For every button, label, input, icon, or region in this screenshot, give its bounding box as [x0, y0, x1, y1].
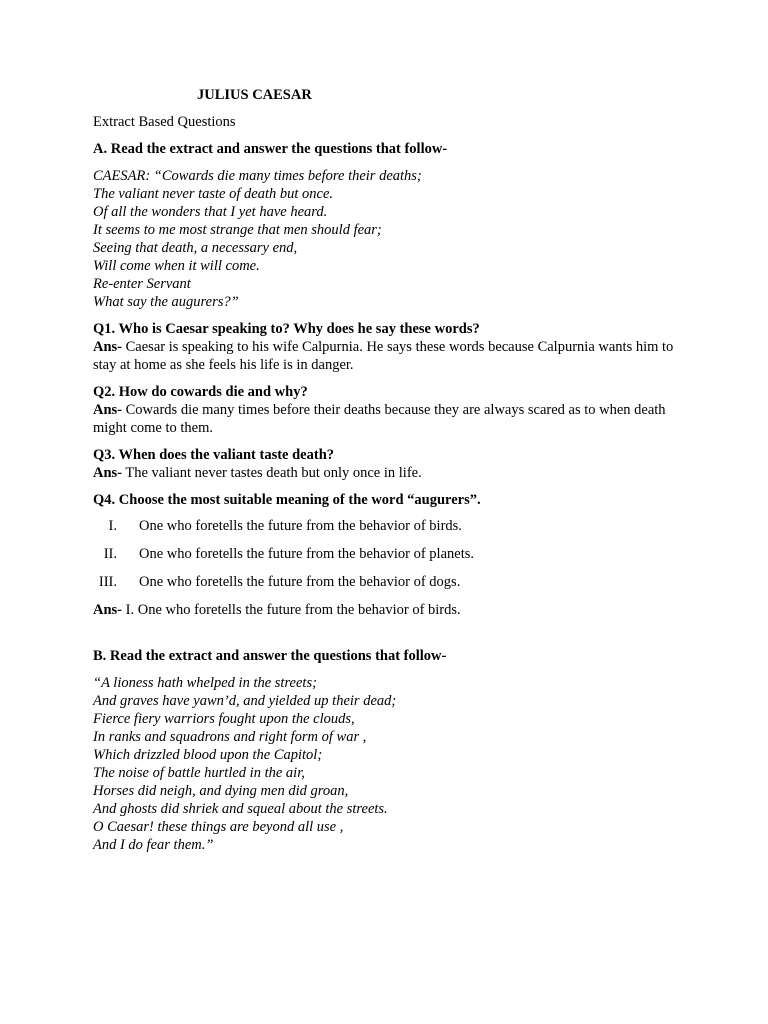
q4-answer	[93, 601, 683, 619]
section-b-extract	[93, 674, 683, 854]
extract-line: And graves have yawn’d, and yielded up their dead;	[93, 693, 397, 709]
answer-label: Ans-	[93, 402, 123, 418]
extract-line: In ranks and squadrons and right form of war ,	[93, 729, 367, 745]
q4-options-list	[93, 517, 683, 591]
section-b-heading: B. Read the extract and answer the questions that follow-	[93, 648, 447, 664]
document-subtitle: Extract Based Questions	[93, 114, 236, 130]
extract-line: Re-enter Servant	[93, 276, 191, 292]
question-block-q3	[93, 446, 683, 482]
option-text: One who foretells the future from the behavior of dogs.	[139, 574, 461, 590]
extract-line: Seeing that death, a necessary end,	[93, 240, 298, 256]
answer-text: The valiant never tastes death but only once in life.	[122, 465, 422, 481]
document-title: JULIUS CAESAR	[197, 87, 312, 103]
extract-line: And I do fear them.”	[93, 837, 214, 853]
question-text: Q2. How do cowards die and why?	[93, 384, 308, 400]
document-page	[93, 86, 683, 863]
extract-line: It seems to me most strange that men should fear;	[93, 222, 382, 238]
option-text: One who foretells the future from the behavior of birds.	[139, 518, 462, 534]
extract-line: What say the augurers?”	[93, 294, 239, 310]
list-item	[93, 545, 683, 563]
option-number: II.	[103, 546, 117, 562]
extract-line: And ghosts did shriek and squeal about the streets.	[93, 801, 388, 817]
extract-line: Of all the wonders that I yet have heard.	[93, 204, 328, 220]
answer-label: Ans-	[93, 465, 123, 481]
question-text: Q1. Who is Caesar speaking to? Why does he say these words?	[93, 321, 480, 337]
extract-line: Will come when it will come.	[93, 258, 260, 274]
answer-text: Cowards die many times before their deaths because they are always scared as to when death might come to them.	[93, 402, 666, 436]
question-text: Q4. Choose the most suitable meaning of the word “augurers”.	[93, 492, 481, 508]
answer-text: I. One who foretells the future from the behavior of birds.	[122, 602, 461, 618]
question-text: Q3. When does the valiant taste death?	[93, 447, 335, 463]
option-text: One who foretells the future from the behavior of planets.	[139, 546, 475, 562]
answer-label: Ans-	[93, 602, 123, 618]
question-block-q4	[93, 491, 683, 509]
section-spacer	[93, 619, 683, 647]
extract-line: The noise of battle hurtled in the air,	[93, 765, 305, 781]
option-number: III.	[98, 574, 117, 590]
section-a-extract	[93, 167, 683, 311]
question-block-q2	[93, 383, 683, 437]
extract-line: Horses did neigh, and dying men did groan,	[93, 783, 349, 799]
answer-label: Ans-	[93, 339, 123, 355]
answer-text: Caesar is speaking to his wife Calpurnia. He says these words because Calpurnia wants him to stay at home as she feels his life is in danger.	[93, 339, 674, 373]
extract-line: The valiant never taste of death but once.	[93, 186, 334, 202]
extract-line: Which drizzled blood upon the Capitol;	[93, 747, 323, 763]
option-number: I.	[108, 518, 117, 534]
extract-line: O Caesar! these things are beyond all use ,	[93, 819, 344, 835]
extract-line: Fierce fiery warriors fought upon the clouds,	[93, 711, 355, 727]
section-a-heading: A. Read the extract and answer the questions that follow-	[93, 141, 448, 157]
question-block-q1	[93, 320, 683, 374]
extract-line: CAESAR: “Cowards die many times before their deaths;	[93, 168, 422, 184]
list-item	[93, 517, 683, 535]
list-item	[93, 573, 683, 591]
extract-line: “A lioness hath whelped in the streets;	[93, 675, 317, 691]
